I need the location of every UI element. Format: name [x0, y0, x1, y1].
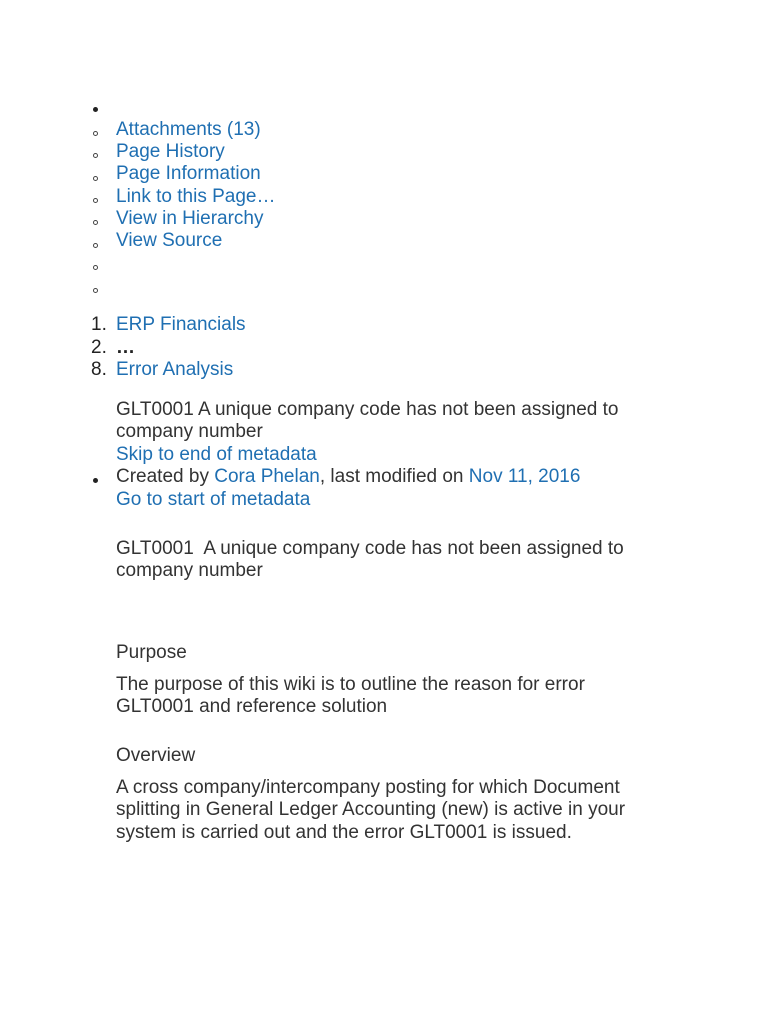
- link-to-page-link[interactable]: Link to this Page…: [116, 186, 276, 207]
- author-link[interactable]: Cora Phelan: [214, 466, 320, 487]
- list-bullet: [93, 220, 98, 225]
- purpose-heading: Purpose: [116, 642, 187, 663]
- view-source-link[interactable]: View Source: [116, 230, 223, 251]
- list-bullet: [93, 478, 98, 483]
- list-bullet: [93, 288, 98, 293]
- attachments-link[interactable]: Attachments (13): [116, 119, 261, 140]
- list-bullet: [93, 265, 98, 270]
- breadcrumb-number: 2.: [91, 337, 107, 358]
- list-bullet: [93, 198, 98, 203]
- last-modified-label: , last modified on: [319, 466, 469, 487]
- overview-heading: Overview: [116, 745, 196, 766]
- list-bullet: [93, 153, 98, 158]
- content-heading: GLT0001 A unique company code has not been assigned to company number: [116, 538, 630, 582]
- purpose-text: The purpose of this wiki is to outline the reason for error GLT0001 and reference solution: [116, 674, 585, 718]
- list-bullet: [93, 107, 98, 112]
- modified-date-link[interactable]: Nov 11, 2016: [468, 466, 581, 487]
- page-metadata: [116, 466, 580, 488]
- page-history-link[interactable]: Page History: [116, 141, 225, 162]
- list-bullet: [93, 243, 98, 248]
- breadcrumb-number: 1.: [91, 314, 107, 335]
- list-bullet: [93, 176, 98, 181]
- created-by-label: Created by: [116, 466, 215, 487]
- breadcrumb-number: 8.: [91, 359, 107, 380]
- go-to-start-metadata-link[interactable]: Go to start of metadata: [116, 489, 311, 510]
- view-in-hierarchy-link[interactable]: View in Hierarchy: [116, 208, 264, 229]
- page-information-link[interactable]: Page Information: [116, 163, 261, 184]
- breadcrumb-item-erp-financials[interactable]: ERP Financials: [116, 314, 246, 335]
- breadcrumb-ellipsis[interactable]: …: [116, 337, 135, 358]
- list-bullet: [93, 131, 98, 136]
- overview-text: A cross company/intercompany posting for which Document splitting in General Ledger Accounting (new) is active in your system is carried out and the error GLT0001 is issued.: [116, 777, 626, 843]
- page-title: GLT0001 A unique company code has not been assigned to company number: [116, 399, 619, 443]
- skip-to-end-metadata-link[interactable]: Skip to end of metadata: [116, 444, 317, 465]
- breadcrumb-item-error-analysis[interactable]: Error Analysis: [116, 359, 234, 380]
